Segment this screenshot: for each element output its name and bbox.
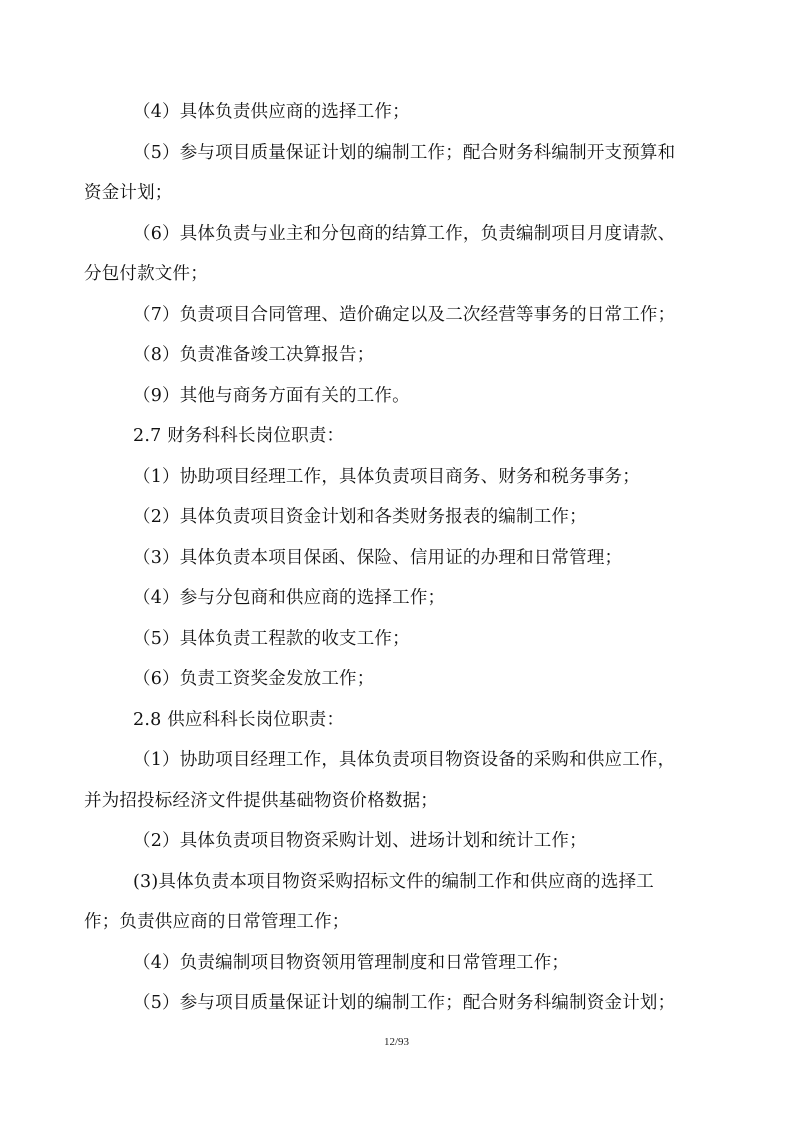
list-item: （6）具体负责与业主和分包商的结算工作，负责编制项目月度请款、 [133, 224, 676, 244]
list-item-continuation: 资金计划； [84, 183, 173, 203]
list-item: （5）参与项目质量保证计划的编制工作；配合财务科编制资金计划； [133, 993, 676, 1013]
list-item: （9）其他与商务方面有关的工作。 [133, 386, 410, 406]
list-item: （1）协助项目经理工作，具体负责项目商务、财务和税务事务； [133, 467, 640, 487]
list-item: （6）负责工资奖金发放工作； [133, 669, 375, 689]
list-item: （4）具体负责供应商的选择工作； [133, 102, 410, 122]
list-item: （2）具体负责项目物资采购计划、进场计划和统计工作； [133, 831, 587, 851]
list-item: （2）具体负责项目资金计划和各类财务报表的编制工作； [133, 507, 587, 527]
list-item-continuation: 并为招投标经济文件提供基础物资价格数据； [84, 791, 438, 811]
list-item-continuation: 分包付款文件； [84, 264, 208, 284]
list-item: （7）负责项目合同管理、造价确定以及二次经营等事务的日常工作； [133, 305, 676, 325]
list-item: （5）具体负责工程款的收支工作； [133, 629, 410, 649]
list-item: （3）具体负责本项目保函、保险、信用证的办理和日常管理； [133, 548, 623, 568]
list-item: （5）参与项目质量保证计划的编制工作；配合财务科编制开支预算和 [133, 143, 676, 163]
list-item: (3)具体负责本项目物资采购招标文件的编制工作和供应商的选择工 [133, 872, 654, 892]
page-number: 12/93 [383, 1036, 410, 1048]
list-item: （4）参与分包商和供应商的选择工作； [133, 588, 446, 608]
section-heading: 2.8 供应科科长岗位职责： [133, 710, 345, 730]
list-item: （1）协助项目经理工作，具体负责项目物资设备的采购和供应工作， [133, 750, 676, 770]
list-item: （8）负责准备竣工决算报告； [133, 345, 375, 365]
list-item: （4）负责编制项目物资领用管理制度和日常管理工作； [133, 953, 570, 973]
section-heading: 2.7 财务科科长岗位职责： [133, 426, 345, 446]
list-item-continuation: 作；负责供应商的日常管理工作； [84, 912, 350, 932]
